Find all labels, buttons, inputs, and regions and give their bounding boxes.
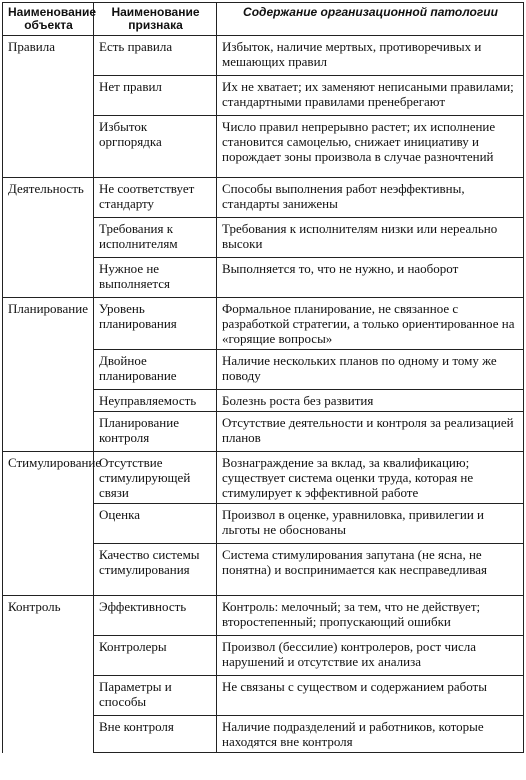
sign-cell: Есть правила (94, 36, 217, 76)
content-cell: Не связаны с существом и содержанием работы (217, 676, 524, 716)
sign-cell: Вне контроля (94, 716, 217, 753)
table-row (3, 298, 524, 350)
content-cell: Их не хватает; их заменяют неписаными правилами; стандартными правилами пренебрегают (217, 76, 524, 116)
table-row (3, 178, 524, 218)
sign-cell: Параметры и способы (94, 676, 217, 716)
sign-cell: Качество системы стимулирования (94, 544, 217, 596)
content-cell: Вознаграждение за вклад, за квалификацию; существует система оценки труда, которая не стимулирует к эффективной работе (217, 452, 524, 504)
table-body (3, 36, 524, 753)
content-cell: Избыток, наличие мертвых, противоречивых и мешающих правил (217, 36, 524, 76)
table-header (3, 3, 524, 36)
sign-cell: Эффективность (94, 596, 217, 636)
sign-cell: Уровень планирования (94, 298, 217, 350)
sign-cell: Требования к исполнителям (94, 218, 217, 258)
content-cell: Формальное планирование, не связанное с разработкой стратегии, а только ориентированное на «горящие вопросы» (217, 298, 524, 350)
content-cell: Способы выполнения работ неэффективны, стандарты занижены (217, 178, 524, 218)
content-cell: Произвол в оценке, уравниловка, привилегии и льготы не обоснованы (217, 504, 524, 544)
header-content: Содержание организационной патологии (217, 3, 524, 36)
sign-cell: Неуправляемость (94, 390, 217, 412)
object-cell: Планирование (3, 298, 94, 452)
sign-cell: Оценка (94, 504, 217, 544)
sign-cell: Нет правил (94, 76, 217, 116)
sign-cell: Отсутствие стимулирующей связи (94, 452, 217, 504)
table-row (3, 452, 524, 504)
sign-cell: Не соответствует стандарту (94, 178, 217, 218)
content-cell: Число правил непрерывно растет; их исполнение становится самоцелью, снижает инициативу и порождает зоны произвола в случае разночтений (217, 116, 524, 178)
header-object: Наименование объекта (3, 3, 94, 36)
content-cell: Наличие подразделений и работников, которые находятся вне контроля (217, 716, 524, 753)
object-cell: Контроль (3, 596, 94, 753)
sign-cell: Избыток оргпорядка (94, 116, 217, 178)
content-cell: Наличие нескольких планов по одному и тому же поводу (217, 350, 524, 390)
sign-cell: Двойное планирование (94, 350, 217, 390)
content-cell: Болезнь роста без развития (217, 390, 524, 412)
content-cell: Требования к исполнителям низки или нереально высоки (217, 218, 524, 258)
content-cell: Отсутствие деятельности и контроля за реализацией планов (217, 412, 524, 452)
content-cell: Произвол (бессилие) контролеров, рост числа нарушений и отсутствие их анализа (217, 636, 524, 676)
content-cell: Выполняется то, что не нужно, и наоборот (217, 258, 524, 298)
object-cell: Правила (3, 36, 94, 178)
content-cell: Система стимулирования запутана (не ясна, не понятна) и воспринимается как несправедливая (217, 544, 524, 596)
header-sign: Наименование признака (94, 3, 217, 36)
content-cell: Контроль: мелочный; за тем, что не действует; второстепенный; пропускающий ошибки (217, 596, 524, 636)
pathology-table (2, 2, 524, 753)
object-cell: Стимулирование (3, 452, 94, 596)
sign-cell: Нужное не выполняется (94, 258, 217, 298)
table-row (3, 596, 524, 636)
sign-cell: Контролеры (94, 636, 217, 676)
object-cell: Деятельность (3, 178, 94, 298)
sign-cell: Планирование контроля (94, 412, 217, 452)
table-row (3, 36, 524, 76)
